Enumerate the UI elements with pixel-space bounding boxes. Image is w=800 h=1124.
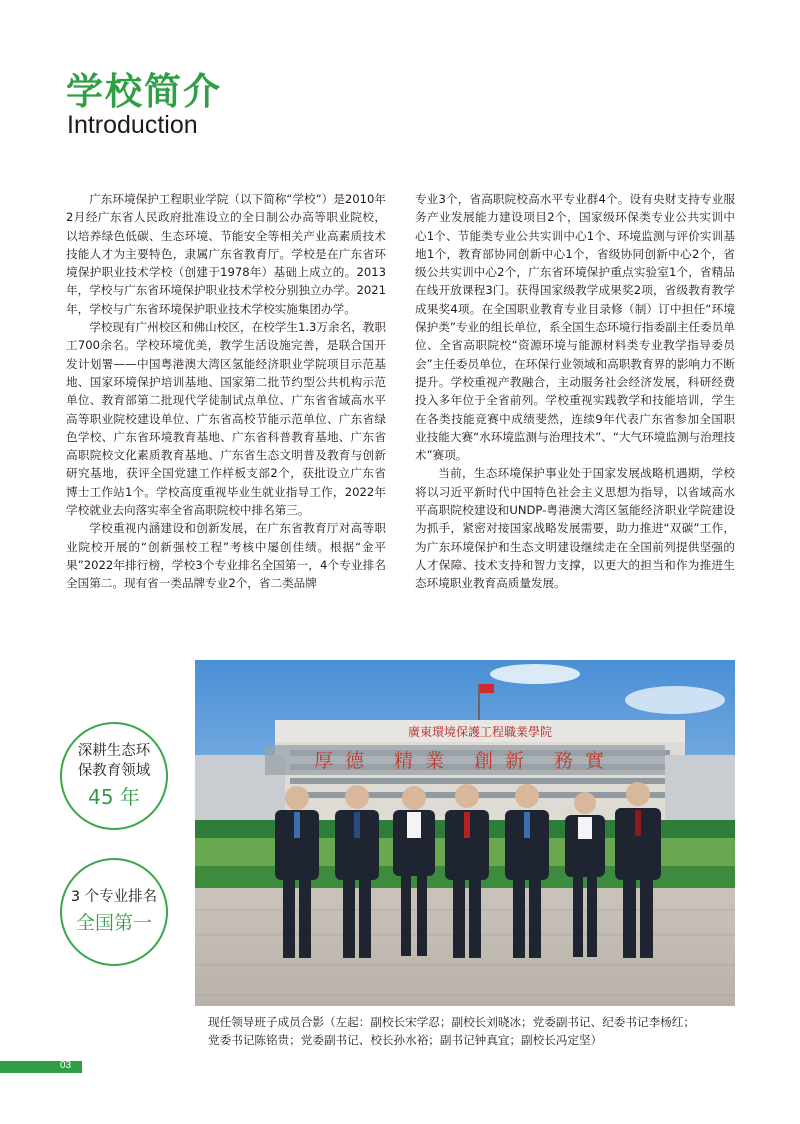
photo-caption	[208, 1013, 748, 1049]
badge-highlight: 全国第一	[75, 912, 152, 934]
group-photo	[195, 660, 735, 1006]
badge-highlight: 45 年	[88, 785, 140, 809]
caption-line: 党委书记陈铭贵；党委副书记、校长孙水裕；副书记钟真宜；副校长冯定坚）	[208, 1033, 603, 1047]
right-column	[415, 190, 735, 593]
badge-text: 3 个专业排名	[70, 889, 158, 905]
paragraph-continued: 专业3个，省高职院校高水平专业群4个。设有央财支持专业服务产业发展能力建设项目2个，国家级环保类专业公共实训中心1个、节能类专业公共实训中心1个、环境监测与评价实训基地1个，教育部协同创新中心1个，省级协同创新中心2个，省级公共实训中心2个，广东省环境保护重点实验室1个，省精品在线开放课程3门。获得国家级教学成果奖2项，省级教育教学成果奖4项。在全国职业教育专业目录修（制）订中担任“环境保护类”专业的组长单位，系全国生态环境行指委副主任委员单位、全省高职院校“资源环境与能源材料类专业教学指导委员会”主任委员单位，在环保行业领域和高职教育界的影响力不断提升。学校重视产教融合，主动服务社会经济发展，科研经费投入多年位于全省前列。学校重视实践教学和技能培训，学生在各类技能竞赛中成绩斐然，连续9年代表广东省参加全国职业技能大赛“水环境监测与治理技术”、“大气环境监测与治理技术”赛项。	[415, 192, 735, 463]
building-sign: 廣東環境保護工程職業學院	[407, 725, 553, 739]
paragraph: 广东环境保护工程职业学院（以下简称“学校”）是2010年2月经广东省人民政府批准设立的全日制公办高等职业院校，以培养绿色低碳、生态环境、节能安全等相关产业高素质技术技能人才为主要特色，隶属广东省教育厅。学校是在广东省环境保护职业技术学校（创建于1978年）基础上成立的。2013年，学校与广东省环境保护职业技术学校分别独立办学。2021年，学校与广东省环境保护职业技术学校实施集团办学。	[66, 192, 386, 316]
caption-line: 现任领导班子成员合影（左起：副校长宋学忍；副校长刘晓冰；党委副书记、纪委书记李杨红；	[208, 1015, 695, 1029]
badge-text: 深耕生态环	[77, 743, 151, 759]
paragraph: 学校重视内涵建设和创新发展，在广东省教育厅对高等职业院校开展的“创新强校工程”考核中屡创佳绩。根据“金平果”2022年排行榜，学校3个专业排名全国第一，4个专业排名全国第二。现有省一类品牌专业2个，省二类品牌	[66, 521, 386, 591]
page-subtitle: Introduction	[67, 111, 198, 139]
slogan: 厚德 精業 創新 務實	[313, 750, 617, 772]
paragraph: 当前，生态环境保护事业处于国家发展战略机遇期，学校将以习近平新时代中国特色社会主义思想为指导，以省域高水平高职院校建设和UNDP-粤港澳大湾区氢能经济职业学院建设为抓手，紧密对接国家战略发展需要，助力推进“双碳”工作，为广东环境保护和生态文明建设继续走在全国前列提供坚强的人才保障、技术支持和智力支撑，以更大的担当和作为推进生态环境职业教育高质量发展。	[415, 466, 735, 591]
page-title: 学校简介	[66, 70, 222, 113]
badge-text: 保教育领域	[77, 763, 151, 779]
badge-national-first	[60, 858, 168, 966]
page-number: 03	[60, 1060, 72, 1071]
badge-45-years	[60, 722, 168, 830]
left-column	[66, 190, 386, 593]
paragraph: 学校现有广州校区和佛山校区，在校学生1.3万余名，教职工700余名。学校环境优美，教学生活设施完善，是联合国开发计划署——中国粤港澳大湾区氢能经济职业学院项目示范基地、国家环境保护培训基地、国家第二批节约型公共机构示范单位、教育部第二批现代学徒制试点单位、广东省省域高水平高等职业院校建设单位、广东省高校节能示范单位、广东省绿色学校、广东省环境教育基地、广东省科普教育基地、广东省高职院校文化素质教育基地、广东省生态文明普及教育与创新研究基地，获评全国党建工作样板支部2个，获批设立广东省博士工作站1个。学校高度重视毕业生就业指导工作，2022年学校就业去向落实率全省高职院校中排名第三。	[66, 320, 386, 518]
